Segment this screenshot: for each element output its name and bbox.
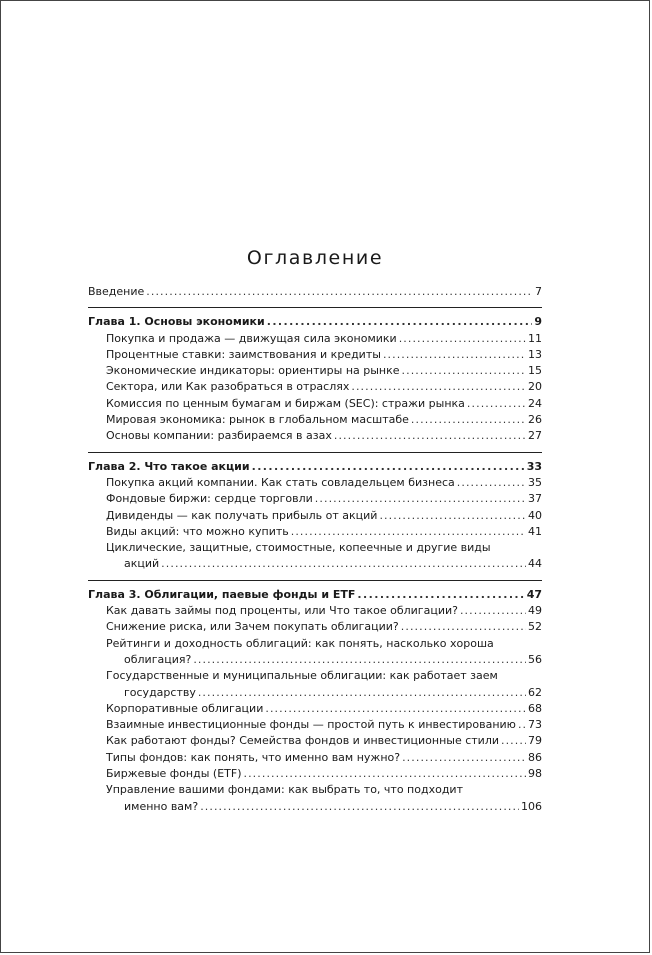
toc-chapter-2[interactable] [88, 459, 542, 475]
toc-entry-intro[interactable] [88, 284, 542, 300]
section-page: 68 [528, 701, 542, 715]
section-page: 24 [528, 396, 542, 410]
toc-section[interactable] [88, 475, 542, 491]
section-page: 41 [528, 524, 542, 538]
section-title: Процентные ставки: заимствования и кредиты [106, 347, 381, 361]
chapter-title: Глава 2. Что такое акции [88, 459, 250, 473]
dot-leader [267, 314, 533, 330]
section-page: 13 [528, 347, 542, 361]
section-page: 79 [528, 734, 542, 748]
divider [88, 307, 542, 308]
toc-section[interactable] [88, 412, 542, 428]
toc-section[interactable] [88, 619, 542, 635]
section-title: Сектора, или Как разобраться в отраслях [106, 380, 350, 394]
dot-leader [315, 491, 526, 507]
dot-leader [198, 685, 526, 701]
section-page: 15 [528, 364, 542, 378]
section-page: 26 [528, 413, 542, 427]
chapter-page: 47 [526, 587, 542, 601]
toc-section[interactable] [88, 363, 542, 379]
dot-leader [518, 717, 526, 733]
section-title: Виды акций: что можно купить [106, 524, 289, 538]
toc-section[interactable] [88, 636, 542, 669]
toc-section[interactable] [88, 717, 542, 733]
chapter-title: Глава 3. Облигации, паевые фонды и ETF [88, 587, 356, 601]
toc-section[interactable] [88, 733, 542, 749]
section-page: 62 [528, 685, 542, 699]
toc-section[interactable] [88, 491, 542, 507]
entry-page: 7 [535, 285, 542, 298]
dot-leader [291, 524, 526, 540]
section-title: Покупка акций компании. Как стать совладельцем бизнеса [106, 475, 455, 489]
dot-leader [402, 750, 526, 766]
toc-section[interactable] [88, 396, 542, 412]
toc-section[interactable] [88, 347, 542, 363]
dot-leader [357, 587, 524, 603]
section-title: Как работают фонды? Семейства фондов и инвестиционные стили [106, 734, 499, 748]
divider [88, 580, 542, 581]
page-title: Оглавление [246, 247, 384, 269]
toc-section[interactable] [88, 524, 542, 540]
dot-leader [460, 603, 526, 619]
dot-leader [379, 508, 526, 524]
section-title: Циклические, защитные, стоимостные, копеечные и другие виды [106, 541, 491, 555]
dot-leader [252, 459, 525, 475]
section-title: Взаимные инвестиционные фонды — простой путь к инвестированию [106, 718, 516, 732]
section-page: 11 [528, 331, 542, 345]
toc-section[interactable] [88, 766, 542, 782]
toc-section[interactable] [88, 428, 542, 444]
table-of-contents [88, 284, 542, 815]
section-page: 52 [528, 620, 542, 634]
dot-leader [146, 284, 533, 300]
section-title: Управление вашими фондами: как выбрать то, что подходит [106, 783, 463, 797]
section-title: Комиссия по ценным бумагам и биржам (SEC): стражи рынка [106, 396, 465, 410]
toc-section[interactable] [88, 540, 542, 573]
section-page: 37 [528, 492, 542, 506]
dot-leader [457, 475, 526, 491]
section-title: Корпоративные облигации [106, 701, 264, 715]
section-title: Биржевые фонды (ETF) [106, 767, 242, 781]
dot-leader [383, 347, 526, 363]
section-title: Типы фондов: как понять, что именно вам нужно? [106, 750, 401, 764]
toc-chapter-1[interactable] [88, 314, 542, 330]
section-page: 49 [528, 604, 542, 618]
toc-section[interactable] [88, 701, 542, 717]
section-title: Рейтинги и доходность облигаций: как понять, насколько хороша [106, 636, 494, 650]
toc-section[interactable] [88, 379, 542, 395]
toc-section[interactable] [88, 750, 542, 766]
dot-leader [401, 619, 526, 635]
section-page: 27 [528, 429, 542, 443]
dot-leader [161, 556, 526, 572]
dot-leader [399, 331, 526, 347]
chapter-page: 9 [534, 315, 542, 329]
section-title-continued: именно вам? [124, 799, 199, 813]
section-title: Как давать займы под проценты, или Что такое облигации? [106, 604, 458, 618]
section-page: 106 [521, 799, 542, 813]
entry-title: Введение [88, 285, 145, 298]
section-title-continued: государству [124, 685, 196, 699]
section-page: 40 [528, 508, 542, 522]
toc-section[interactable] [88, 331, 542, 347]
dot-leader [200, 799, 519, 815]
dot-leader [501, 733, 526, 749]
toc-section[interactable] [88, 782, 542, 815]
dot-leader [467, 396, 526, 412]
section-title: Фондовые биржи: сердце торговли [106, 492, 313, 506]
chapter-page: 33 [526, 459, 542, 473]
toc-section[interactable] [88, 668, 542, 701]
section-page: 35 [528, 475, 542, 489]
dot-leader [243, 766, 526, 782]
section-title: Мировая экономика: рынок в глобальном масштабе [106, 413, 409, 427]
dot-leader [193, 652, 526, 668]
toc-section[interactable] [88, 603, 542, 619]
dot-leader [334, 428, 526, 444]
section-page: 98 [528, 767, 542, 781]
toc-chapter-3[interactable] [88, 587, 542, 603]
section-page: 86 [528, 750, 542, 764]
section-title-continued: облигация? [124, 652, 192, 666]
chapter-title: Глава 1. Основы экономики [88, 315, 265, 329]
section-title: Снижение риска, или Зачем покупать облигации? [106, 620, 399, 634]
divider [88, 452, 542, 453]
dot-leader [402, 363, 526, 379]
section-title-continued: акций [124, 557, 160, 571]
section-title: Государственные и муниципальные облигации: как работает заем [106, 669, 498, 683]
section-title: Дивиденды — как получать прибыль от акций [106, 508, 378, 522]
section-page: 56 [528, 652, 542, 666]
toc-section[interactable] [88, 508, 542, 524]
dot-leader [265, 701, 526, 717]
dot-leader [351, 379, 526, 395]
section-title: Покупка и продажа — движущая сила экономики [106, 331, 397, 345]
section-title: Основы компании: разбираемся в азах [106, 429, 332, 443]
dot-leader [411, 412, 526, 428]
section-title: Экономические индикаторы: ориентиры на рынке [106, 364, 400, 378]
section-page: 73 [528, 718, 542, 732]
section-page: 20 [528, 380, 542, 394]
section-page: 44 [528, 557, 542, 571]
